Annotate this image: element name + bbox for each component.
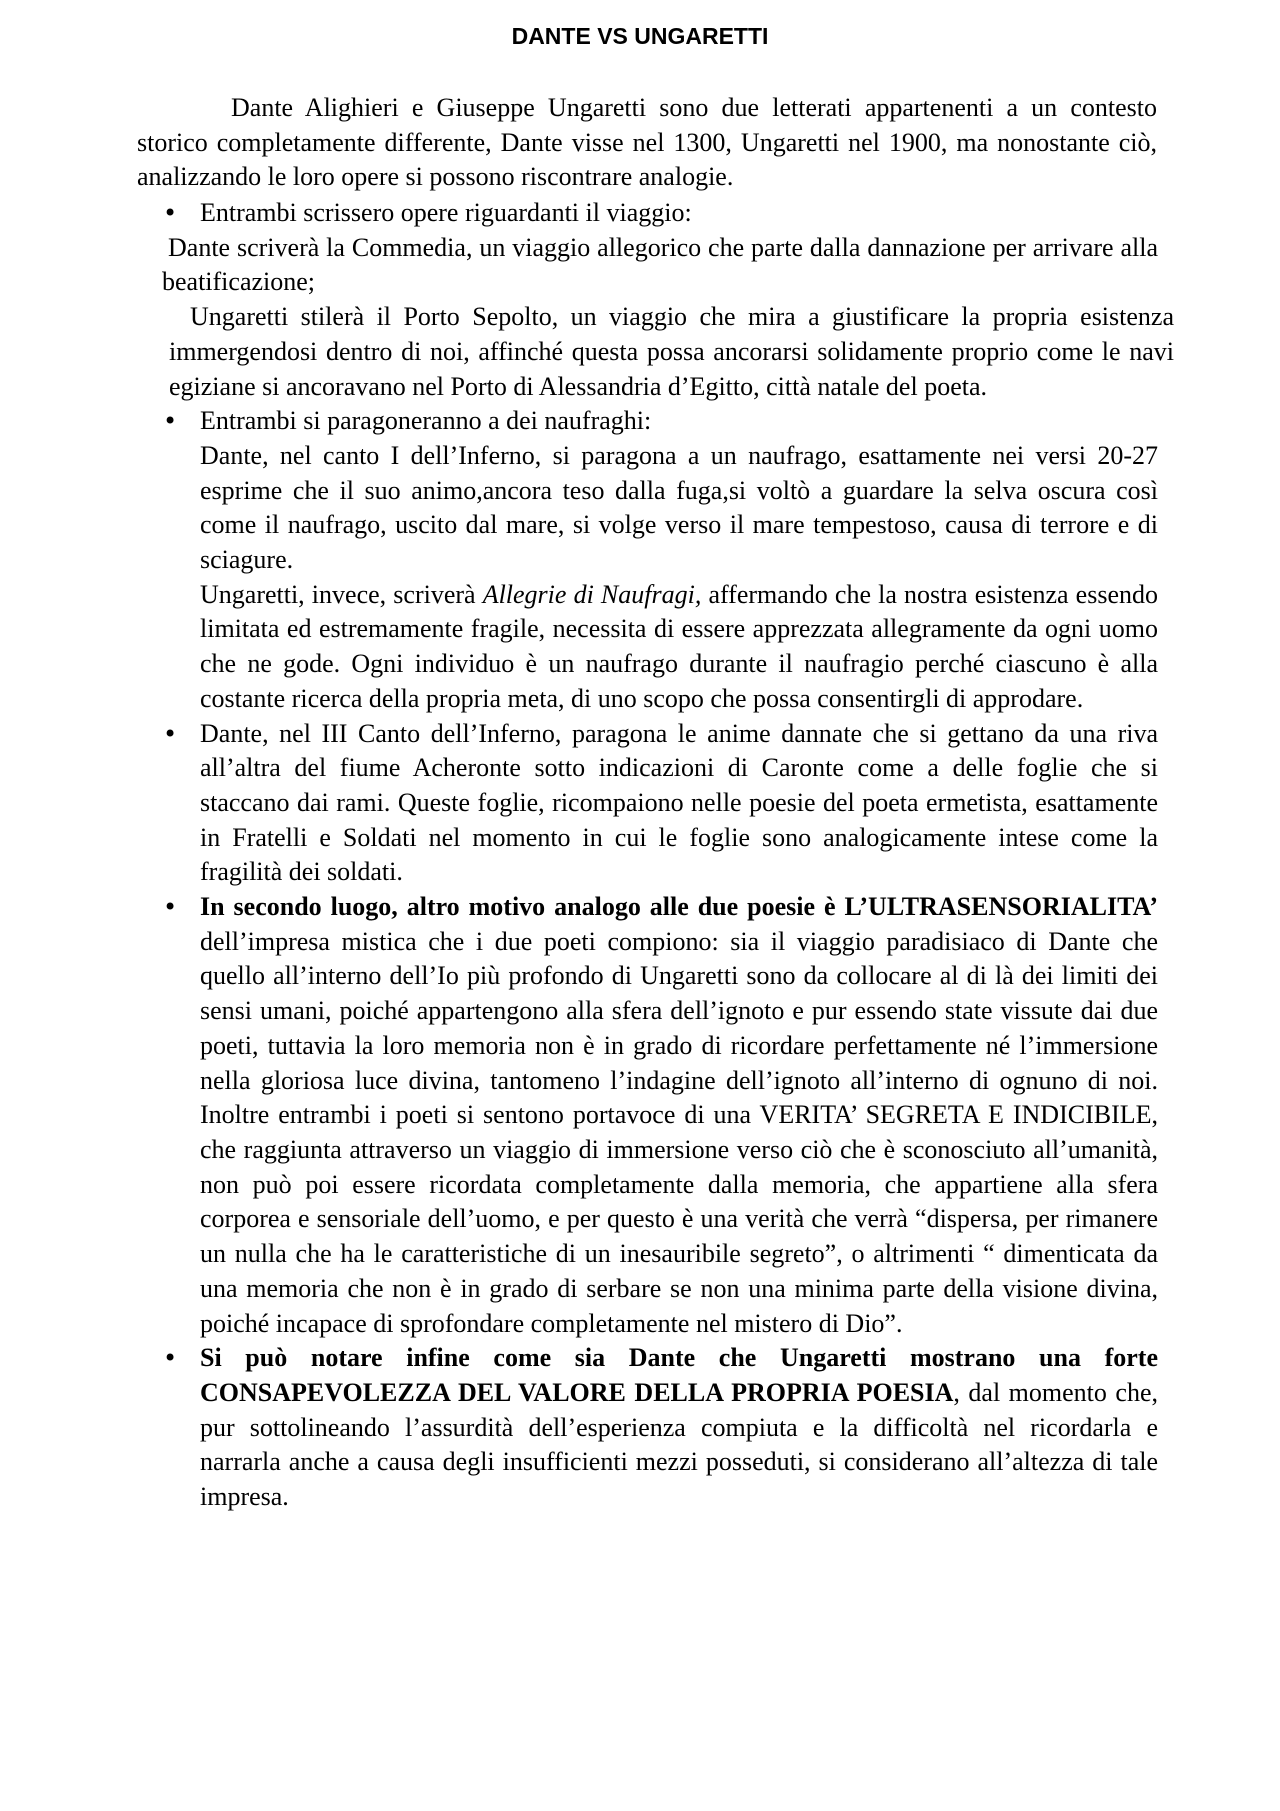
- ungaretti-body-text: affermando che la nostra esistenza essendo limitata ed estremamente fragile, necessita di essere apprezzata allegramente da ogni uomo che ne gode. Ogni individuo è un naufrago durante il naufragio perché ciascuno è alla costante ricerca della propria meta, di uno scopo che possa consentirgli di approdare.: [200, 579, 1158, 713]
- leaves-paragraph: • Dante, nel III Canto dell’Inferno, paragona le anime dannate che si gettano da una riva all’altra del fiume Acheronte sotto indicazioni di Caronte come a delle foglie che si staccano dai rami. Queste foglie, ricompaiono nelle poesie del poeta ermetista, esattamente in Fratelli e Soldati nel momento in cui le foglie sono analogicamente intese come la fragilità dei soldati.: [200, 718, 1158, 887]
- travel-dante-paragraph: Dante scriverà la Commedia, un viaggio allegorico che parte dalla dannazione per arrivare alla beatificazione;: [162, 232, 1158, 297]
- awareness-body-text: , dal momento che, pur sottolineando l’assurdità dell’esperienza compiuta e la difficoltà nel ricordarla e narrarla anche a causa degli insufficienti mezzi posseduti, si considerano all’altezza di tale impresa.: [200, 1377, 1158, 1512]
- travel-ungaretti-paragraph: Ungaretti stilerà il Porto Sepolto, un viaggio che mira a giustificare la propria esistenza immergendosi dentro di noi, affinché questa possa ancorarsi solidamente proprio come le navi egiziane si ancoravano nel Porto di Alessandria d’Egitto, città natale del poeta.: [169, 302, 1174, 401]
- ungaretti-intro-text: Ungaretti, invece, scriverà: [200, 579, 483, 609]
- shipwreck-lead: • Entrambi si paragoneranno a dei naufraghi:: [200, 406, 652, 436]
- ultrasensoriality-body-text: dell’impresa mistica che i due poeti compiono: sia il viaggio paradisiaco di Dante che quello all’interno dell’Io più profondo di Ungaretti sono da collocare al di là dei limiti dei sensi umani, poiché appartengono alla sfera dell’ignoto e pur essendo state vissute dai due poeti, tuttavia la loro memoria non è in grado di ricordare perfettamente né l’immersione nella gloriosa luce divina, tantomeno l’indagine dell’ignoto all’interno di ognuno di noi. Inoltre entrambi i poeti si sentono portavoce di una VERITA’ SEGRETA E INDICIBILE, che raggiunta attraverso un viaggio di immersione verso ciò che è sconosciuto all’umanità, non può poi essere ricordata completamente dalla memoria, che appartiene alla sfera corporea e sensoriale dell’uomo, e per questo è una verità che verrà “dispersa, per rimanere un nulla che ha le caratteristiche di un inesauribile segreto”, o altrimenti “ dimenticata da una memoria che non è in grado di serbare se non una minima parte della visione divina, poiché incapace di sprofondare completamente nel mistero di Dio”.: [200, 926, 1158, 1338]
- list-item-travel: [162, 196, 1174, 404]
- shipwreck-dante-paragraph: Dante, nel canto I dell’Inferno, si paragona a un naufrago, esattamente nei versi 20-27 esprime che il suo animo,ancora teso dalla fuga,si voltò a guardare la selva oscura così come il naufrago, uscito dal mare, si volge verso il mare tempestoso, causa di terrore e di sciagure.: [200, 440, 1158, 575]
- work-title-allegrie: Allegrie di Naufragi,: [482, 579, 702, 609]
- ultrasensoriality-bold-text: In secondo luogo, altro motivo analogo alle due poesie è L’ULTRASENSORIALITA’: [200, 892, 1158, 922]
- list-item-awareness: [200, 1341, 1158, 1515]
- list-item-leaves: [200, 717, 1158, 891]
- list-item-shipwreck: [200, 404, 1158, 716]
- intro-paragraph: Dante Alighieri e Giuseppe Ungaretti sono due letterati appartenenti a un contesto storico completamente differente, Dante visse nel 1300, Ungaretti nel 1900, ma nonostante ciò, analizzando le loro opere si possono riscontrare analogie.: [137, 93, 1157, 192]
- travel-lead: • Entrambi scrissero opere riguardanti il viaggio:: [200, 198, 692, 227]
- page-title: DANTE VS UNGARETTI: [511, 23, 769, 49]
- ultrasensoriality-paragraph: [200, 890, 1158, 1341]
- shipwreck-ungaretti-paragraph: [200, 578, 1158, 717]
- awareness-bold-text: Si può notare infine come sia Dante che Ungaretti mostrano una forte CONSAPEVOLEZZA DEL VALORE DELLA PROPRIA POESIA: [200, 1343, 1158, 1407]
- list-item-ultrasensoriality: [200, 890, 1158, 1341]
- analogies-list: [162, 196, 1174, 1515]
- awareness-paragraph: [200, 1341, 1158, 1515]
